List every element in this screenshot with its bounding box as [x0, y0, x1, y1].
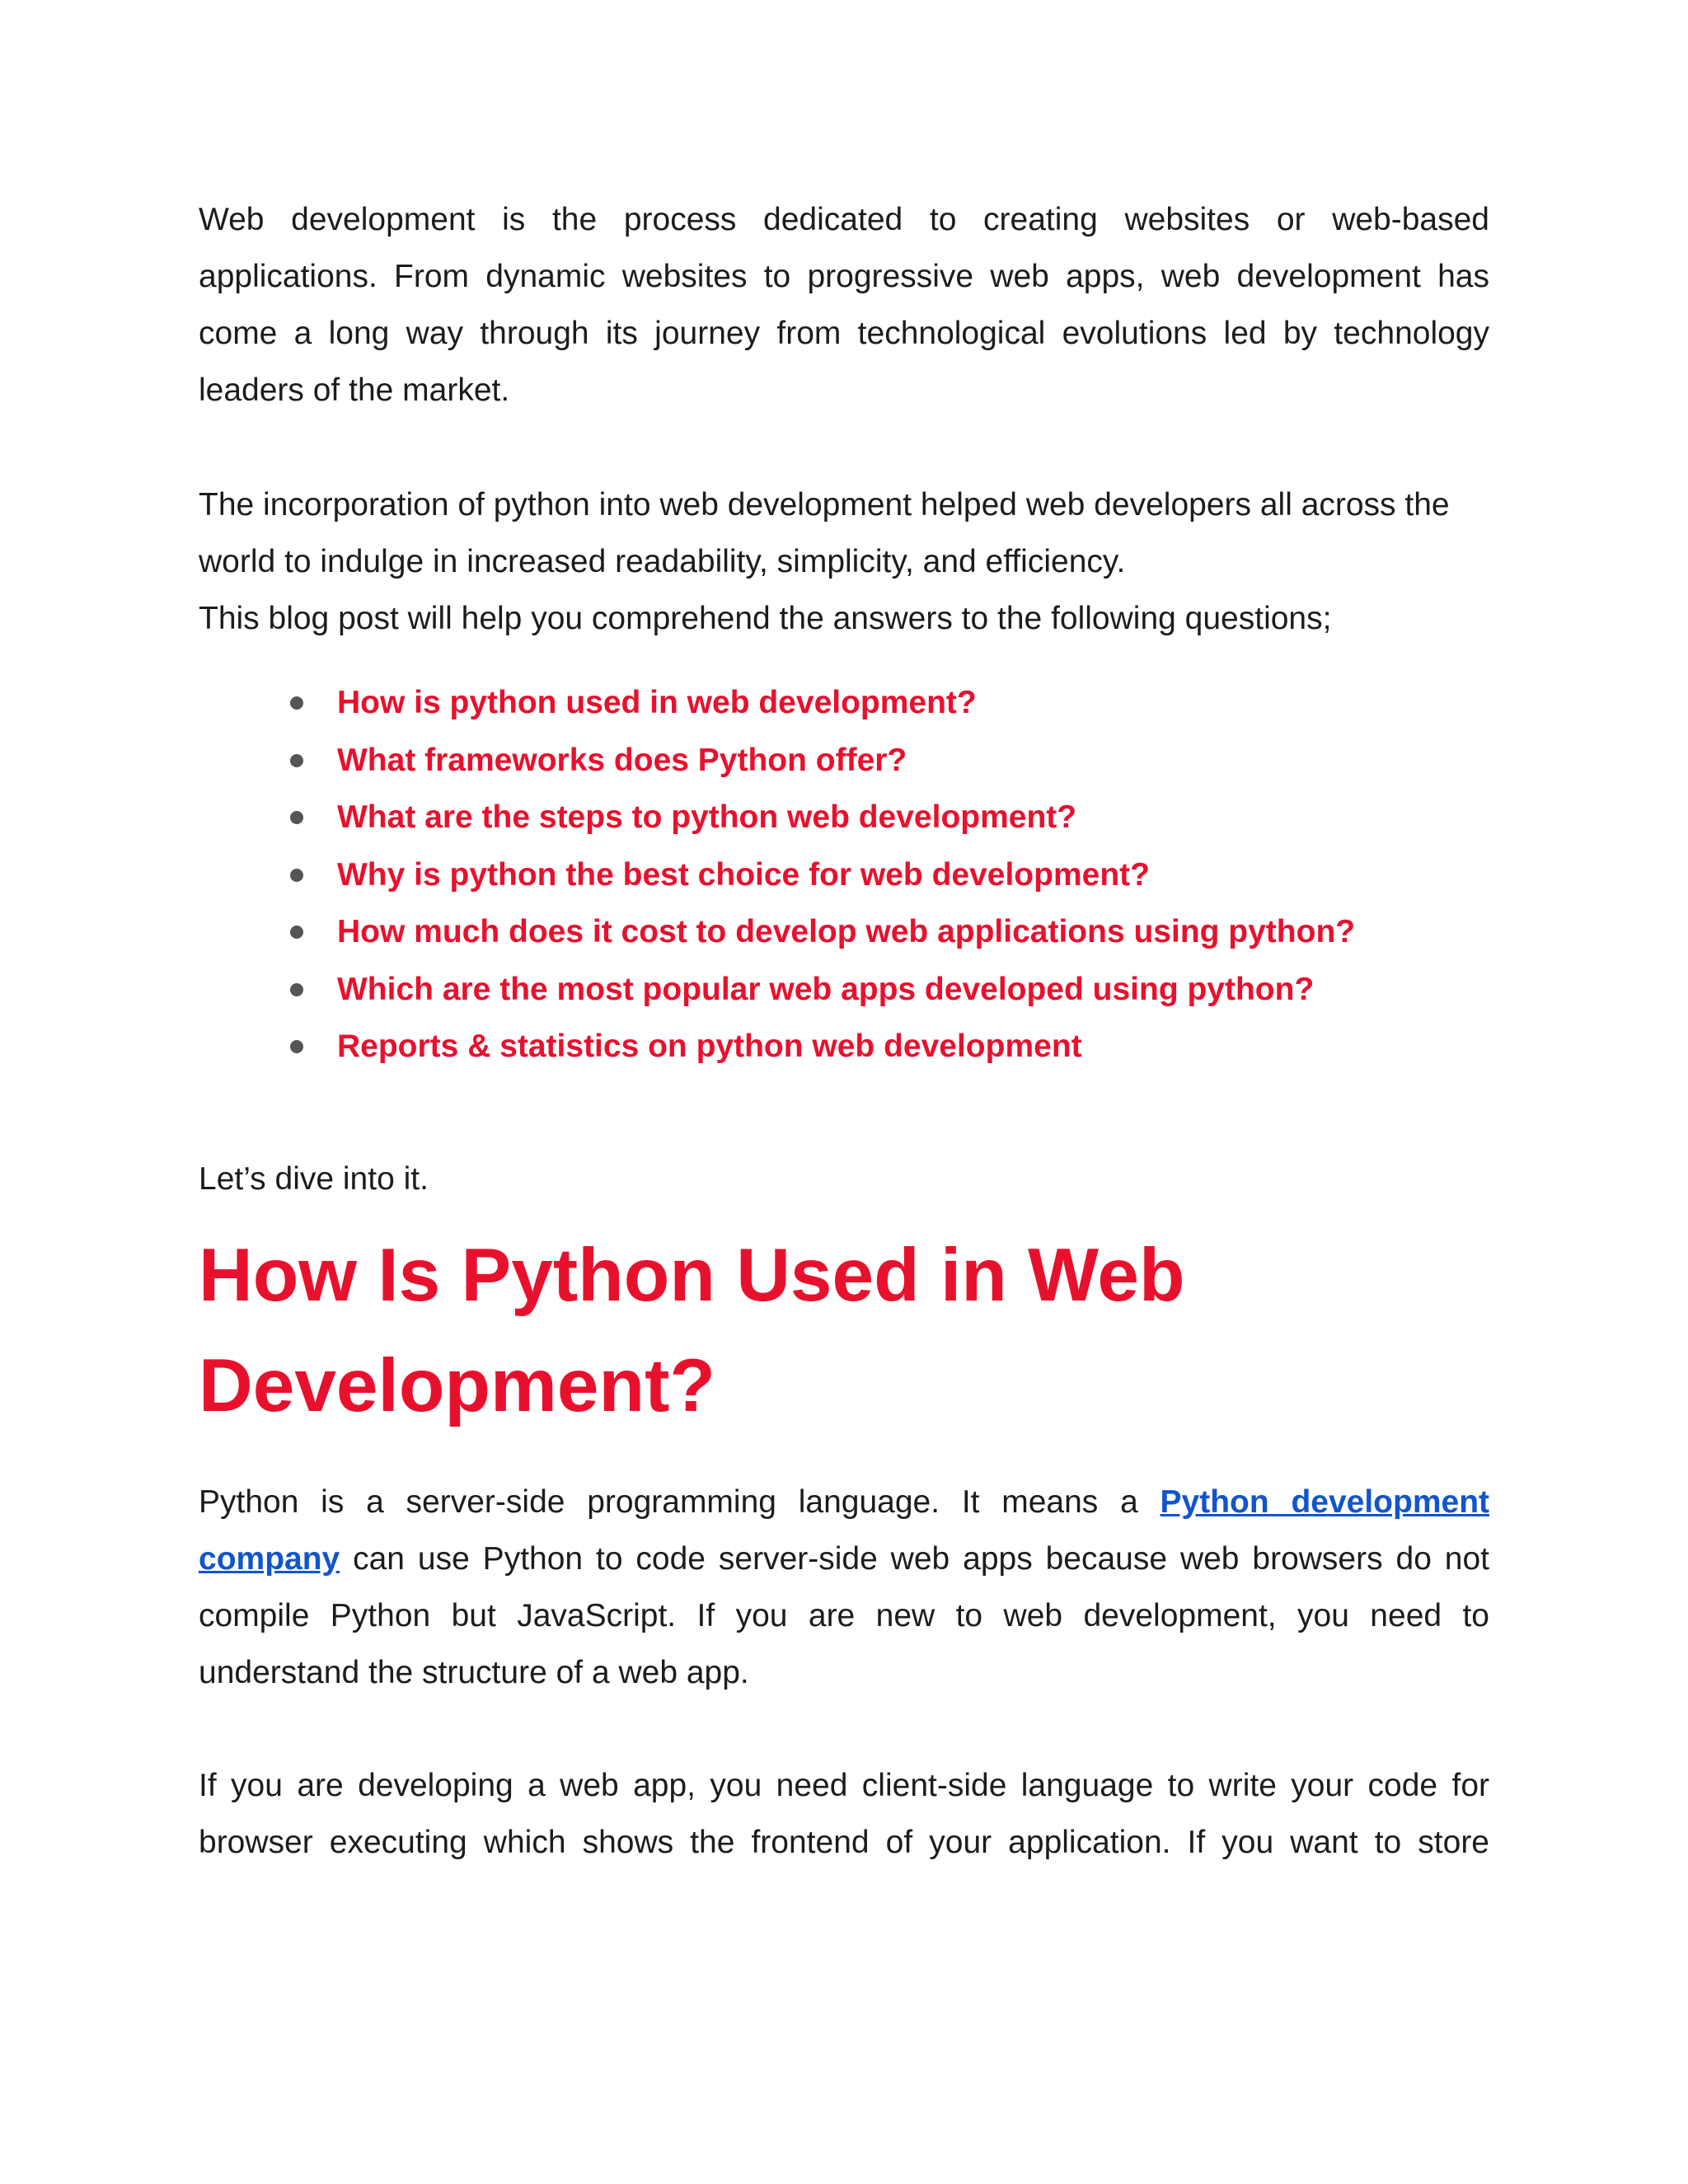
- bullet-icon: [290, 754, 303, 767]
- list-item: How is python used in web development?: [290, 674, 1489, 732]
- bullet-icon: [290, 869, 303, 882]
- list-item: What frameworks does Python offer?: [290, 732, 1489, 790]
- bullet-icon: [290, 926, 303, 939]
- list-item: What are the steps to python web development?: [290, 789, 1489, 846]
- document-page: [199, 191, 1489, 1871]
- list-item: Which are the most popular web apps developed using python?: [290, 961, 1489, 1019]
- questions-list: [199, 674, 1489, 1076]
- dive-in-text: Let’s dive into it.: [199, 1160, 429, 1197]
- python-incorporation-paragraph: The incorporation of python into web development helped web developers all across the world to indulge in increased readability, simplicity, and efficiency.: [199, 487, 1450, 579]
- bullet-icon: [290, 983, 303, 996]
- python-development-company-link[interactable]: Python development company: [199, 1483, 1490, 1577]
- intro-paragraph: Web development is the process dedicated to creating websites or web-based applications. From dynamic websites to progressive web apps, web development has come a long way through its journey from technological evolutions led by technology leaders of the market.: [199, 202, 1489, 408]
- list-item: How much does it cost to develop web applications using python?: [290, 903, 1489, 961]
- client-side-paragraph: If you are developing a web app, you need client-side language to write your code for browser executing which shows the frontend of your application. If you want to store: [199, 1767, 1489, 1860]
- bullet-icon: [290, 696, 303, 710]
- bullet-icon: [290, 811, 303, 824]
- list-item: Why is python the best choice for web development?: [290, 846, 1489, 904]
- blog-purpose-paragraph: This blog post will help you comprehend the answers to the following questions;: [199, 601, 1332, 636]
- bullet-icon: [290, 1040, 303, 1053]
- list-item: Reports & statistics on python web development: [290, 1018, 1489, 1076]
- server-side-paragraph: Python is a server-side programming language. It means a Python development company can use Python to code server-side web apps because web browsers do not compile Python but JavaScript. If you are new to web development, you need to understand the structure of a web app.: [199, 1483, 1490, 1690]
- section-heading: How Is Python Used in Web Development?: [199, 1233, 1185, 1427]
